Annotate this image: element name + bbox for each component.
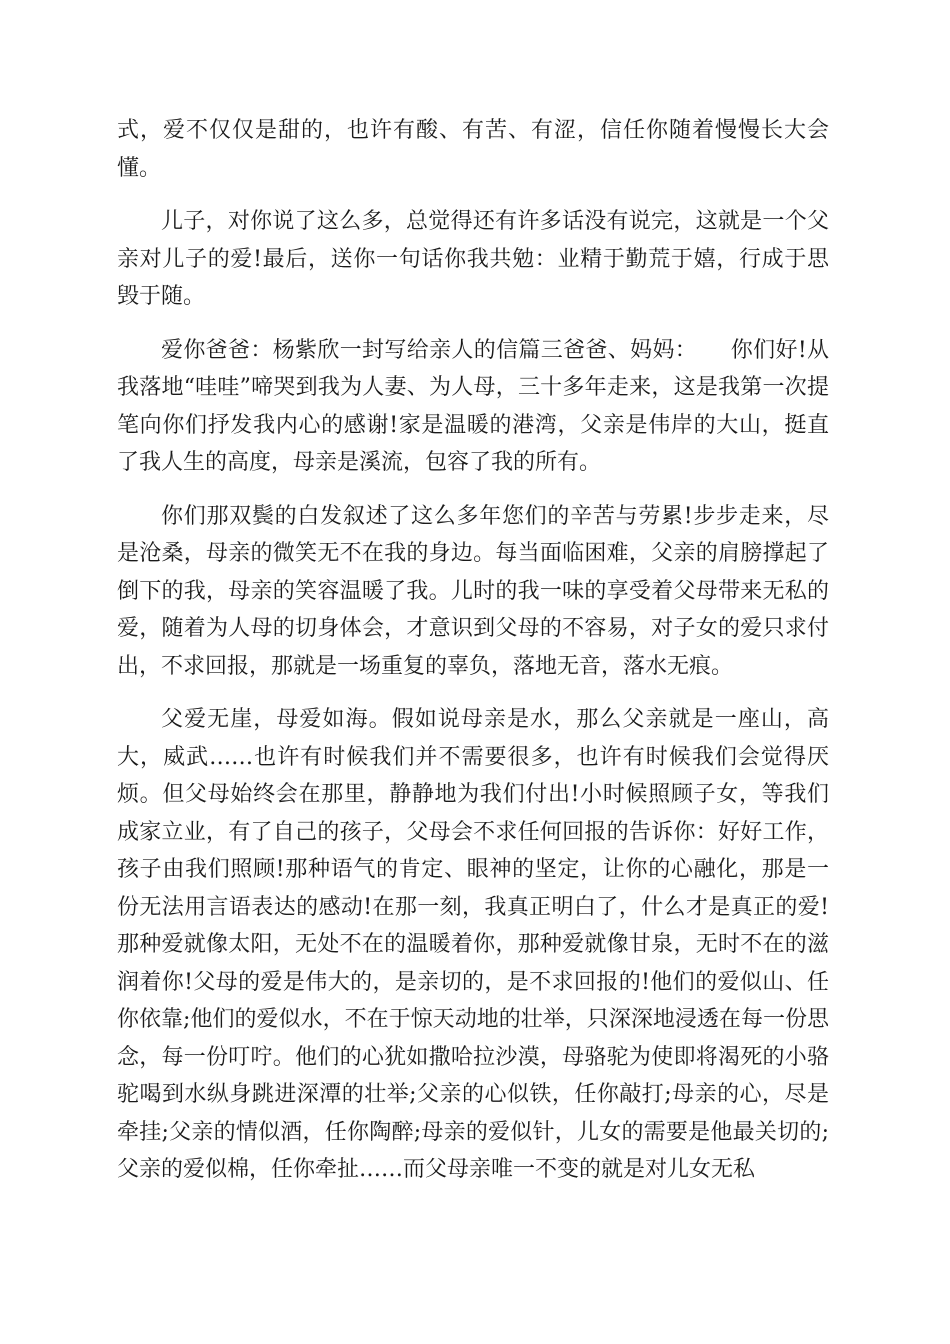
paragraph: 你们那双鬓的白发叙述了这么多年您们的辛苦与劳累!步步走来，尽是沧桑，母亲的微笑无不在我的身边。每当面临困难，父亲的肩膀撑起了倒下的我，母亲的笑容温暖了我。儿时的我一味的享受着父母带来无私的爱，随着为人母的切身体会，才意识到父母的不容易，对子女的爱只求付出，不求回报，那就是一场重复的辜负，落地无音，落水无痕。: [117, 503, 829, 679]
paragraph: 儿子，对你说了这么多，总觉得还有许多话没有说完，这就是一个父亲对儿子的爱!最后，送你一句话你我共勉：业精于勤荒于嬉，行成于思毁于随。: [117, 209, 829, 309]
paragraph: 爱你爸爸：杨紫欣一封写给亲人的信篇三爸爸、妈妈： 你们好!从我落地“哇哇”啼哭到我为人妻、为人母，三十多年走来，这是我第一次提笔向你们抒发我内心的感谢!家是温暖的港湾，父亲是伟岸的大山，挺直了我人生的高度，母亲是溪流，包容了我的所有。: [117, 337, 829, 475]
paragraph: 式，爱不仅仅是甜的，也许有酸、有苦、有涩，信任你随着慢慢长大会懂。: [117, 118, 829, 181]
body-text: [117, 112, 852, 1205]
paragraph: 父爱无崖，母爱如海。假如说母亲是水，那么父亲就是一座山，高大，威武……也许有时候我们并不需要很多，也许有时候我们会觉得厌烦。但父母始终会在那里，静静地为我们付出!小时候照顾子女，等我们成家立业，有了自己的孩子，父母会不求任何回报的告诉你：好好工作，孩子由我们照顾!那种语气的肯定、眼神的坚定，让你的心融化，那是一份无法用言语表达的感动!在那一刻，我真正明白了，什么才是真正的爱!那种爱就像太阳，无处不在的温暖着你，那种爱就像甘泉，无时不在的滋润着你!父母的爱是伟大的，是亲切的，是不求回报的!他们的爱似山、任你依靠;他们的爱似水，不在于惊天动地的壮举，只深深地浸透在每一份思念，每一份叮咛。他们的心犹如撒哈拉沙漠，母骆驼为使即将渴死的小骆驼喝到水纵身跳进深潭的壮举;父亲的心似铁，任你敲打;母亲的心，尽是牵挂;父亲的情似酒，任你陶醉;母亲的爱似针，儿女的需要是他最关切的; 父亲的爱似棉，任你牵扯……而父母亲唯一不变的就是对儿女无私: [117, 707, 852, 1182]
